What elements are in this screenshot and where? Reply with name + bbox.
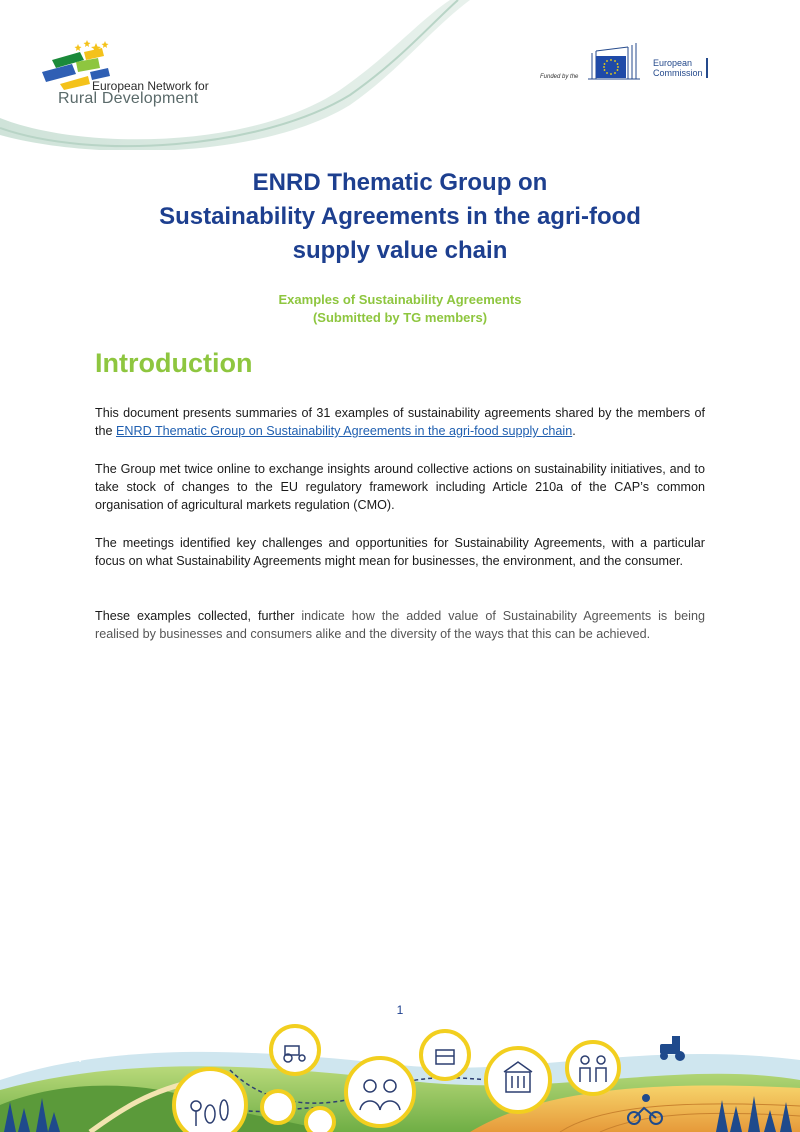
logo-text-line1: European Network for: [92, 79, 209, 93]
p4-text-rest: indicate how the added value of Sustainability Agreements is being realised by businesses and consumers alike and the diversity of the ways that this can be achieved.: [95, 609, 705, 641]
p4-text-start: These examples collected, further: [95, 609, 295, 623]
p1-text: This document presents summaries of 31 examples of sustainability agreements shared by the members of the: [95, 406, 705, 438]
ec-divider: [706, 58, 708, 78]
intro-paragraph-4: [95, 607, 705, 643]
thematic-group-link[interactable]: ENRD Thematic Group on Sustainability Agreements in the agri-food supply chain: [116, 424, 573, 438]
p1-end: .: [572, 424, 576, 438]
subtitle-line1: Examples of Sustainability Agreements: [278, 292, 522, 307]
eu-flag-icon: [596, 56, 626, 78]
intro-paragraph-2: The Group met twice online to exchange insights around collective actions on sustainability initiatives, and to take stock of changes to the EU regulatory framework including Article 210a of the CAP’s common organisation of agricultural markets regulation (CMO).: [95, 462, 705, 512]
ec-text-line1: European: [653, 58, 693, 68]
document-title: [95, 166, 705, 268]
subtitle-line2: (Submitted by TG members): [312, 310, 488, 325]
intro-paragraph-1: [95, 404, 705, 440]
title-line3: supply value chain: [292, 237, 508, 264]
european-commission-text: [653, 58, 703, 78]
title-line1: ENRD Thematic Group on: [252, 169, 548, 196]
funded-by-label: Funded by the: [540, 74, 579, 80]
footer-illustration: [0, 1010, 800, 1132]
intro-paragraph-3: The meetings identified key challenges and opportunities for Sustainability Agreements, with a particular focus on what Sustainability Agreements might mean for businesses, the environment, and the consumer.: [95, 536, 705, 568]
introduction-heading: Introduction: [95, 348, 253, 378]
ec-text-line2: Commission: [653, 68, 703, 78]
logo-text-line2: Rural Development: [58, 90, 199, 107]
page-number: 1: [396, 1003, 404, 1017]
title-line2: Sustainability Agreements in the agri-food: [159, 203, 641, 230]
document-subtitle: [95, 291, 705, 327]
wind-turbines: [60, 1030, 86, 1062]
